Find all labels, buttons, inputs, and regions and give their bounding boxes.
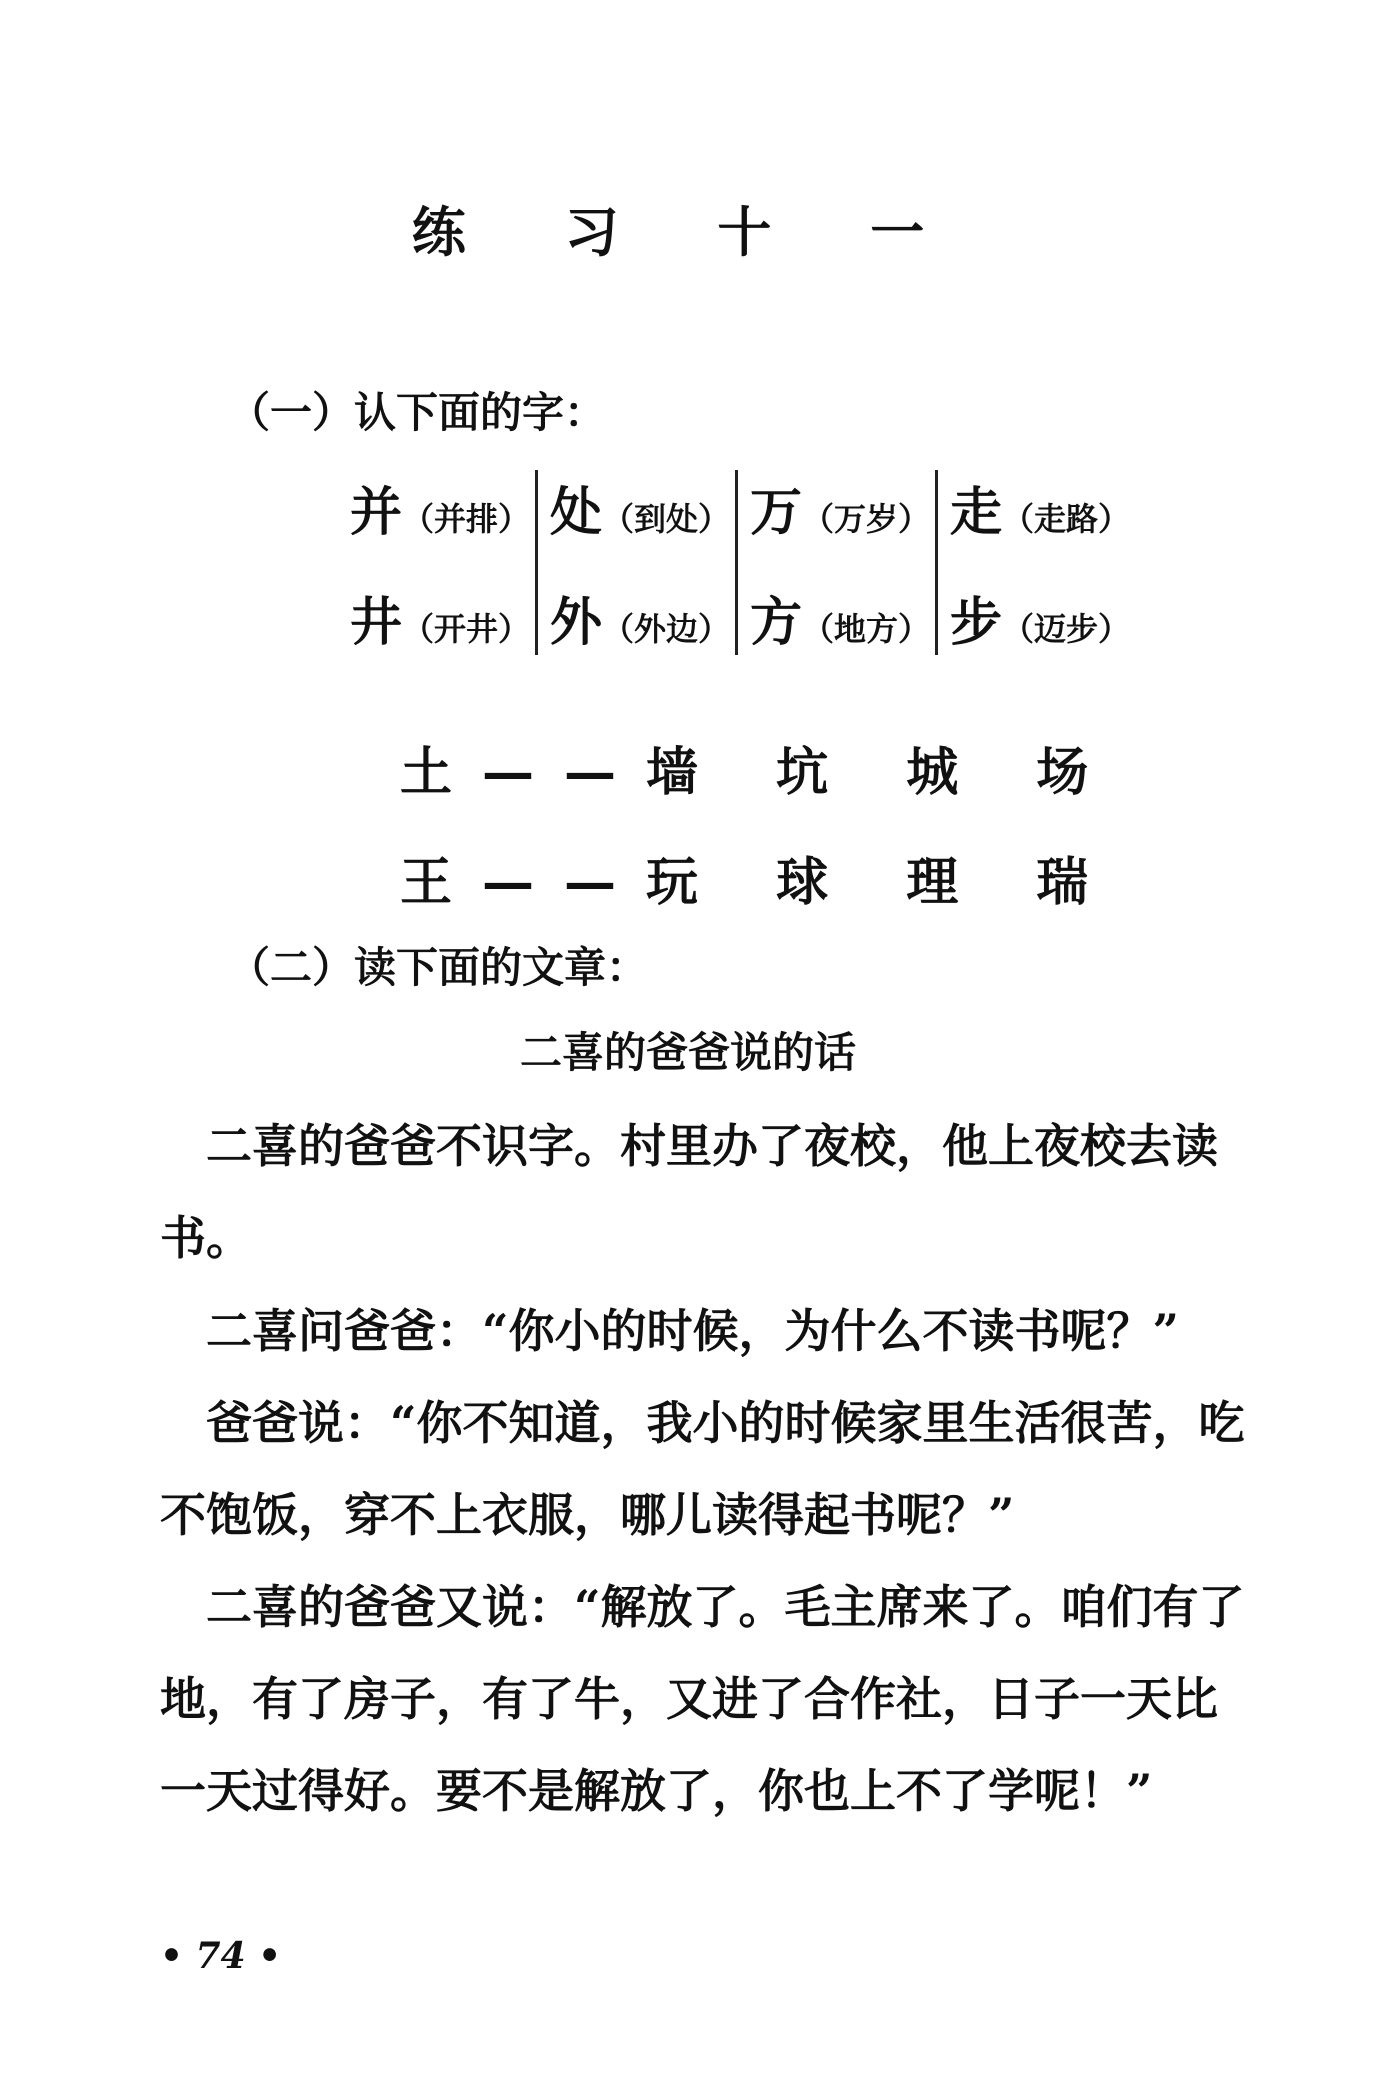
story-paragraph: 二喜的爸爸又说：“解放了。毛主席来了。咱们有了地，有了房子，有了牛，又进了合作社，日子一天比一天过得好。要不是解放了，你也上不了学呢！”	[160, 1580, 1245, 1818]
example-word: （地方）	[802, 610, 931, 648]
character: 走	[950, 482, 1003, 543]
story-paragraph: 爸爸说：“你不知道，我小的时候家里生活很苦，吃不饱饭，穿不上衣服，哪儿读得起书呢？”	[160, 1396, 1245, 1542]
example-word: （外边）	[602, 610, 731, 648]
example-word: （迈步）	[1002, 610, 1131, 648]
story-paragraph: 二喜问爸爸：“你小的时候，为什么不读书呢？”	[206, 1304, 1179, 1358]
example-word: （并排）	[402, 500, 531, 538]
char-column	[540, 470, 738, 655]
example-word: （走路）	[1002, 500, 1131, 538]
story-title: 二喜的爸爸说的话	[519, 1028, 856, 1077]
page-number: • 74 •	[160, 1935, 282, 1977]
section-1-label: （一）认下面的字：	[228, 388, 607, 437]
example-word: （开井）	[402, 610, 531, 648]
character: 步	[950, 592, 1003, 653]
character: 处	[550, 482, 603, 543]
char-column	[940, 470, 1160, 655]
radical-group-earth: 土——墙 坑 城 场	[400, 742, 1119, 803]
char-column	[340, 470, 538, 655]
character: 并	[350, 482, 403, 543]
story-paragraph: 二喜的爸爸不识字。村里办了夜校，他上夜校去读书。	[160, 1119, 1218, 1265]
section-2-label: （二）读下面的文章：	[228, 943, 649, 992]
character: 井	[350, 592, 403, 653]
char-column	[740, 470, 938, 655]
character: 万	[750, 482, 803, 543]
example-word: （到处）	[602, 500, 731, 538]
character: 方	[750, 592, 803, 653]
character: 外	[550, 592, 603, 653]
example-word: （万岁）	[802, 500, 931, 538]
radical-group-jade: 王——玩 球 理 瑞	[400, 852, 1119, 913]
exercise-title: 练 习 十 一	[411, 200, 965, 264]
